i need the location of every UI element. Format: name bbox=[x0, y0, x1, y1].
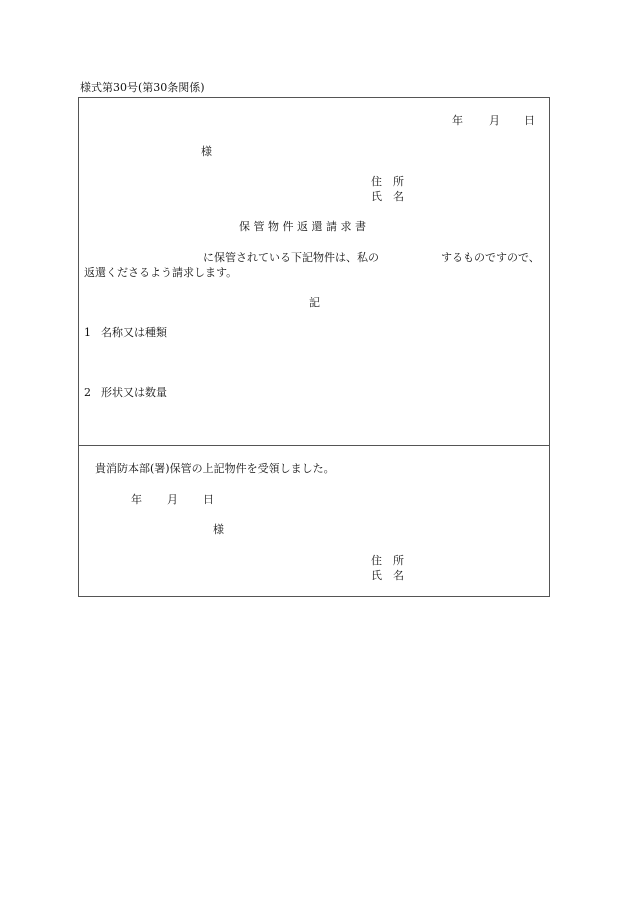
item-1-number: 1 bbox=[84, 326, 91, 339]
item-1-label: 名称又は種類 bbox=[101, 326, 167, 339]
item-2-number: 2 bbox=[84, 386, 91, 399]
receipt-date-day: 日 bbox=[203, 493, 214, 506]
receipt-address-label: 住 所 bbox=[371, 554, 404, 567]
receipt-addressee-suffix: 様 bbox=[213, 523, 224, 536]
receipt-date-month: 月 bbox=[167, 493, 178, 506]
body-line1-part2: するものですので、 bbox=[441, 251, 540, 264]
applicant-address-label: 住 所 bbox=[371, 175, 404, 188]
date-month: 月 bbox=[489, 114, 500, 127]
date-day: 日 bbox=[524, 114, 535, 127]
addressee-suffix: 様 bbox=[201, 145, 212, 158]
ki-heading: 記 bbox=[309, 296, 320, 309]
receipt-statement: 貴消防本部(署)保管の上記物件を受領しました。 bbox=[95, 462, 335, 475]
applicant-name-label: 氏 名 bbox=[371, 190, 404, 203]
receipt-date-year: 年 bbox=[131, 493, 142, 506]
body-line2: 返還くださるよう請求します。 bbox=[84, 266, 238, 279]
receipt-divider bbox=[78, 445, 550, 446]
form-number: 様式第30号(第30条関係) bbox=[80, 81, 205, 94]
receipt-name-label: 氏 名 bbox=[371, 569, 404, 582]
item-2-label: 形状又は数量 bbox=[101, 386, 167, 399]
body-line1-part1: に保管されている下記物件は、私の bbox=[203, 251, 379, 264]
date-year: 年 bbox=[452, 114, 463, 127]
document-title: 保 管 物 件 返 還 請 求 書 bbox=[239, 220, 366, 233]
form-frame bbox=[78, 97, 550, 597]
